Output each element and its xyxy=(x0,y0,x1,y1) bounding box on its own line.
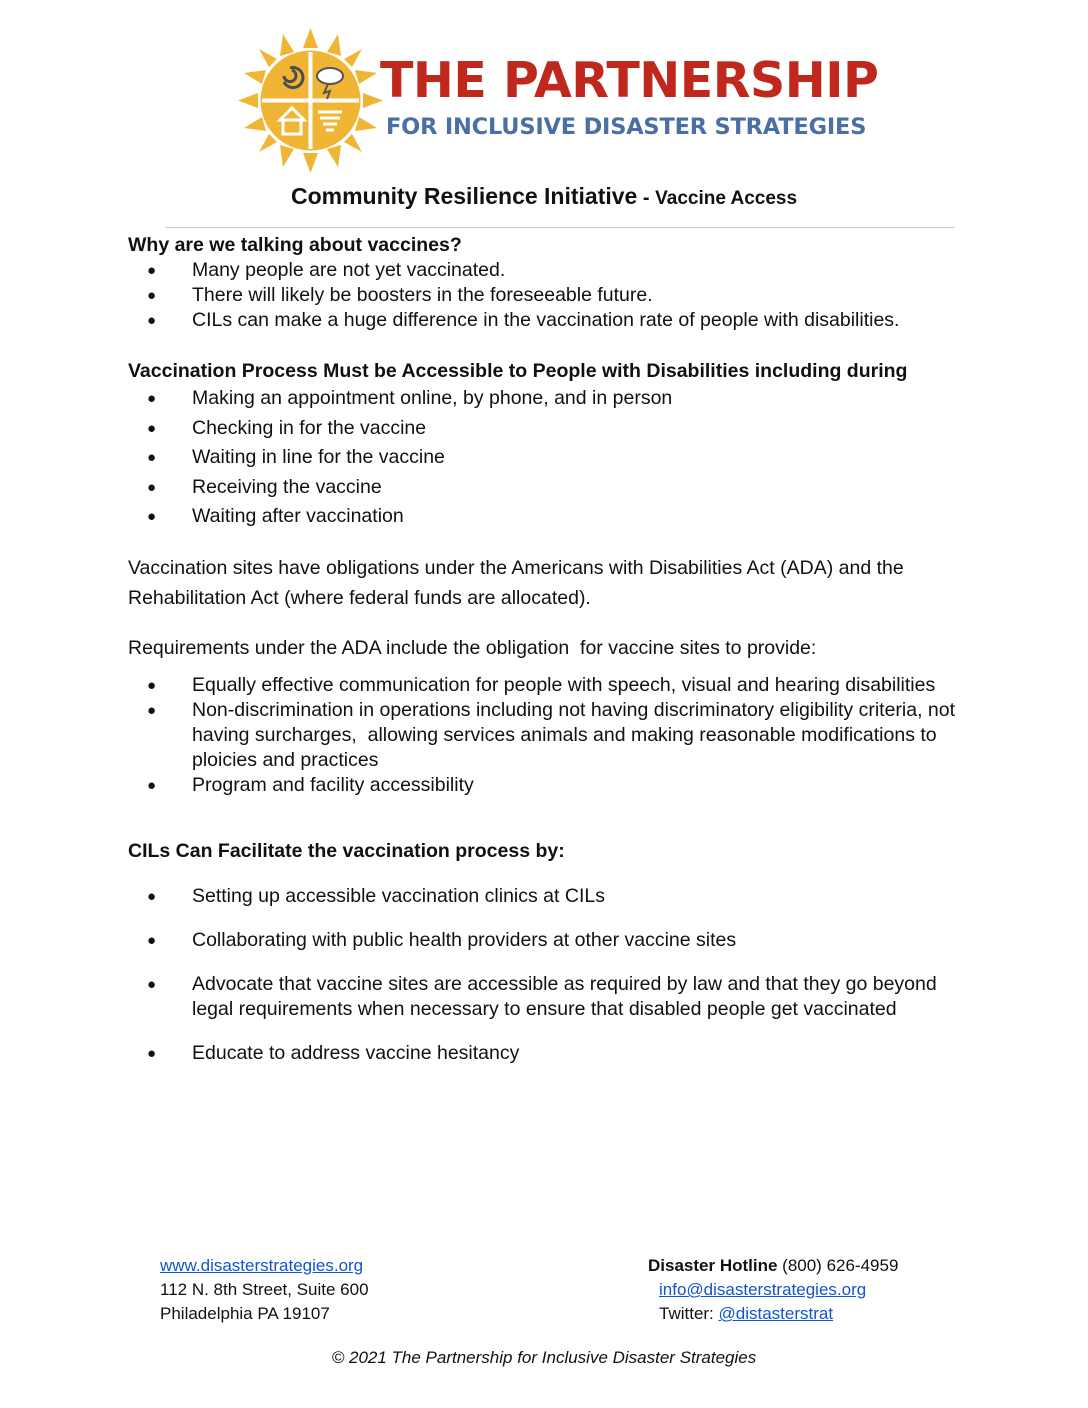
ada-requirements-paragraph: Requirements under the ADA include the obligation for vaccine sites to provide: xyxy=(128,636,817,659)
list-item: ● Setting up accessible vaccination clinics at CILs xyxy=(128,884,958,909)
list-item: ● Checking in for the vaccine xyxy=(128,414,958,444)
list-item: ● Receiving the vaccine xyxy=(128,473,958,503)
document-title xyxy=(0,183,1088,210)
list-item: ● CILs can make a huge difference in the vaccination rate of people with disabilities. xyxy=(128,308,958,333)
document-body xyxy=(128,233,961,1085)
title-sub: Vaccine Access xyxy=(655,188,798,209)
hotline-number: (800) 626-4959 xyxy=(777,1256,899,1275)
sun-logo xyxy=(238,28,383,173)
list-item: ● Educate to address vaccine hesitancy xyxy=(128,1041,958,1066)
list-item: ● Program and facility accessibility xyxy=(128,773,958,798)
twitter-link[interactable]: @distasterstrat xyxy=(718,1304,834,1323)
twitter-label: Twitter: xyxy=(659,1304,719,1323)
requirements-list xyxy=(128,673,961,798)
list-item: ● There will likely be boosters in the foreseeable future. xyxy=(128,283,958,308)
title-main: Community Resilience Initiative xyxy=(290,183,638,209)
process-list xyxy=(128,384,958,532)
list-item: ● Waiting in line for the vaccine xyxy=(128,443,958,473)
cils-list xyxy=(128,884,958,1066)
title-divider xyxy=(165,227,955,228)
list-item: ● Collaborating with public health providers at other vaccine sites xyxy=(128,928,958,953)
email-link[interactable]: info@disasterstrategies.org xyxy=(659,1280,867,1299)
why-list xyxy=(128,258,958,333)
list-item: ● Many people are not yet vaccinated. xyxy=(128,258,958,283)
brand-subtitle: FOR INCLUSIVE DISASTER STRATEGIES xyxy=(386,114,867,140)
list-item: ● Equally effective communication for people with speech, visual and hearing disabilities xyxy=(128,673,958,698)
brand-title: THE PARTNERSHIP xyxy=(380,52,879,109)
footer-contact-block xyxy=(648,1254,898,1326)
list-item: ● Advocate that vaccine sites are accessible as required by law and that they go beyond legal requirements when necessary to ensure that disabled people get vaccinated xyxy=(128,972,958,1022)
hotline-label: Disaster Hotline xyxy=(648,1256,778,1275)
website-link[interactable]: www.disasterstrategies.org xyxy=(160,1256,364,1275)
section-heading-why: Why are we talking about vaccines? xyxy=(128,234,462,256)
address-line-1: 112 N. 8th Street, Suite 600 xyxy=(160,1280,369,1299)
list-item: ● Non-discrimination in operations including not having discriminatory eligibility criteria, not having surcharges, allowing services animals and making reasonable modifications to ploicies and practices xyxy=(128,698,958,773)
section-heading-cils: CILs Can Facilitate the vaccination process by: xyxy=(128,839,565,862)
address-line-2: Philadelphia PA 19107 xyxy=(160,1304,330,1323)
title-separator: - xyxy=(637,187,656,209)
footer-address-block xyxy=(160,1254,369,1326)
list-item: ● Making an appointment online, by phone, and in person xyxy=(128,384,958,414)
ada-obligations-paragraph: Vaccination sites have obligations under the Americans with Disabilities Act (ADA) and the Rehabilitation Act (where federal funds are allocated). xyxy=(128,556,904,609)
copyright: © 2021 The Partnership for Inclusive Disaster Strategies xyxy=(331,1348,757,1367)
section-heading-process: Vaccination Process Must be Accessible to People with Disabilities including during xyxy=(128,360,908,382)
list-item: ● Waiting after vaccination xyxy=(128,502,958,532)
